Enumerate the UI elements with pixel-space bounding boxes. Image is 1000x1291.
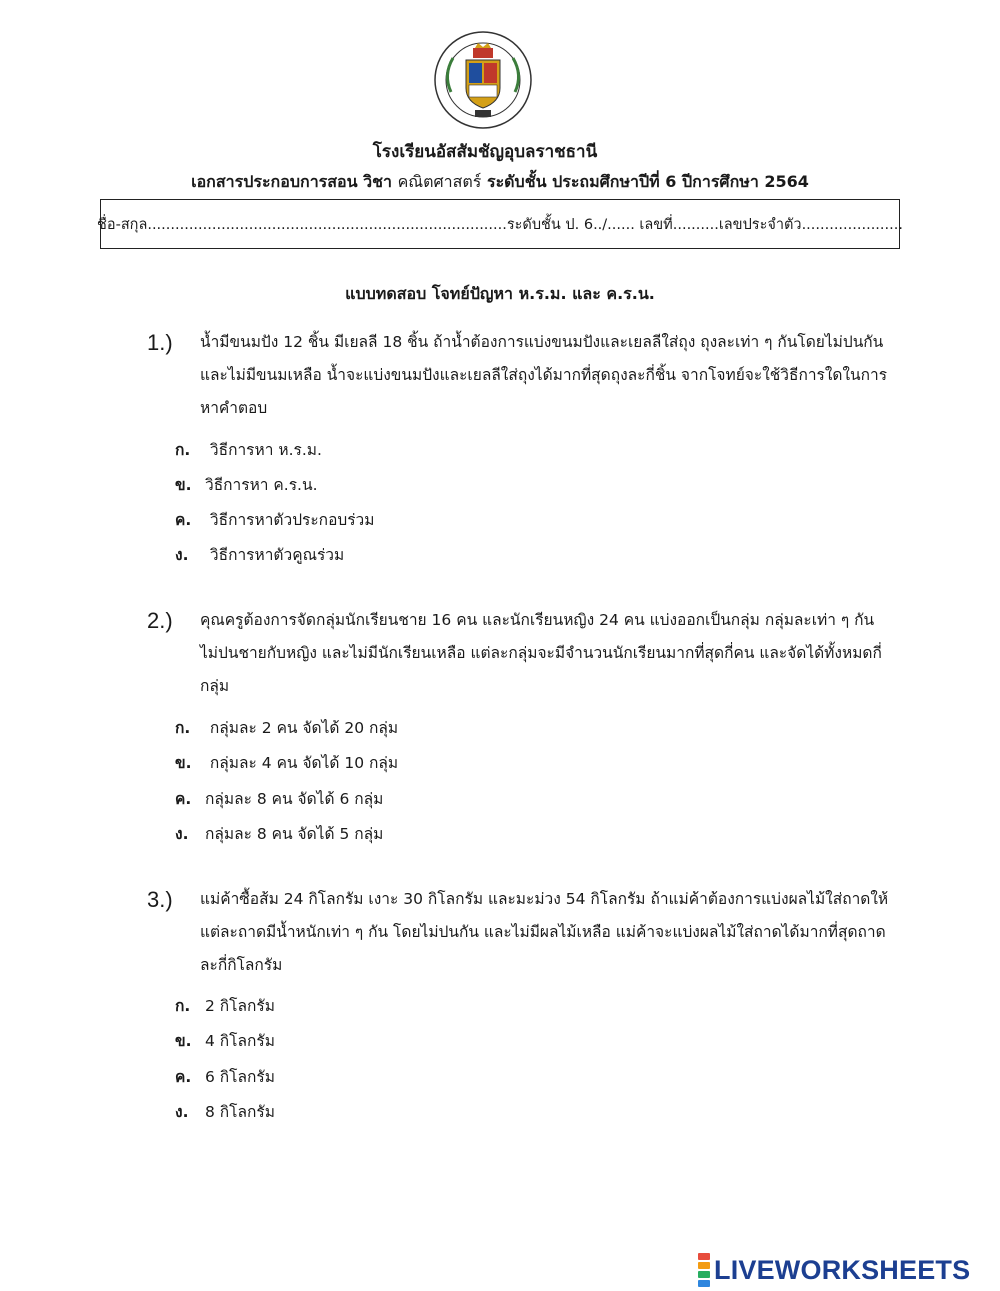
choice-text: 8 กิโลกรัม [205,1103,275,1121]
student-info-box [97,199,903,249]
choice-text: วิธีการหา ค.ร.น. [205,476,318,494]
question-text: น้ำมีขนมปัง 12 ชิ้น มีเยลลี 18 ชิ้น ถ้าน้ำต้องการแบ่งขนมปังและเยลลีใส่ถุง ถุงละเท่า ๆ กันโดยไม่ปนกันและไม่มีขนมเหลือ น้ำจะแบ่งขนมปังและเยลลีใส่ถุงได้มากที่สุดถุงละกี่ชิ้น จากโจทย์จะใช้วิธีการใดในการหาคำตอบ [200,333,888,417]
choice-letter: ข. [175,476,192,494]
choice-text: 4 กิโลกรัม [205,1032,275,1050]
choice-letter: ข. [175,754,192,772]
choice-text: กลุ่มละ 2 คน จัดได้ 20 กลุ่ม [205,719,399,737]
choice-letter: ค. [175,511,192,529]
choice-text: 6 กิโลกรัม [205,1068,275,1086]
mark-block [698,1271,710,1278]
choice-option[interactable] [175,993,275,1018]
school-name: โรงเรียนอัสสัมชัญอุบลราชธานี [372,142,598,162]
choice-option[interactable] [175,1028,275,1053]
choice-option[interactable] [175,472,318,497]
choice-text: วิธีการหาตัวคูณร่วม [205,546,345,564]
subtitle-grade-year: ระดับชั้น ประถมศึกษาปีที่ 6 ปีการศึกษา 2564 [486,172,809,191]
question-number: 2.) [147,608,173,633]
choice-text: กลุ่มละ 4 คน จัดได้ 10 กลุ่ม [205,754,399,772]
document-subtitle [0,170,1000,195]
choice-option[interactable] [175,507,374,532]
test-heading: แบบทดสอบ โจทย์ปัญหา ห.ร.ม. และ ค.ร.น. [345,284,655,303]
mark-block [698,1262,710,1269]
liveworksheets-logo [698,1253,970,1287]
mark-block [698,1253,710,1260]
subtitle-subject: คณิตศาสตร์ [397,172,482,191]
choice-option[interactable] [175,437,322,462]
choice-text: กลุ่มละ 8 คน จัดได้ 5 กลุ่ม [205,825,384,843]
school-crest-logo [433,30,533,130]
choice-option[interactable] [175,542,344,567]
liveworksheets-mark-icon [698,1253,710,1288]
choice-option[interactable] [175,786,383,811]
choice-text: 2 กิโลกรัม [205,997,275,1015]
choice-letter: ค. [175,1068,192,1086]
choice-option[interactable] [175,1064,275,1089]
choice-text: วิธีการหาตัวประกอบร่วม [205,511,375,529]
choice-letter: ก. [175,719,191,737]
choice-text: วิธีการหา ห.ร.ม. [205,441,322,459]
choice-letter: ง. [175,1103,189,1121]
question-text: แม่ค้าซื้อส้ม 24 กิโลกรัม เงาะ 30 กิโลกรัม และมะม่วง 54 กิโลกรัม ถ้าแม่ค้าต้องการแบ่งผลไม้ใส่ถาดให้แต่ละถาดมีน้ำหนักเท่า ๆ กัน โดยไม่ปนกัน และไม่มีผลไม้เหลือ แม่ค้าจะแบ่งผลไม้ใส่ถาดได้มากที่สุดถาดละกี่กิโลกรัม [200,890,889,974]
choice-letter: ง. [175,825,189,843]
liveworksheets-wordmark: LIVEWORKSHEETS [714,1254,971,1285]
choice-letter: ก. [175,997,191,1015]
question-text: คุณครูต้องการจัดกลุ่มนักเรียนชาย 16 คน และนักเรียนหญิง 24 คน แบ่งออกเป็นกลุ่ม กลุ่มละเท่า ๆ กัน ไม่ปนชายกับหญิง และไม่มีนักเรียนเหลือ แต่ละกลุ่มจะมีจำนวนนักเรียนมากที่สุดกี่คน และจัดได้ทั้งหมดกี่กลุ่ม [200,611,882,695]
question-number: 3.) [147,887,173,912]
mark-block [698,1280,710,1287]
student-info-line: ชื่อ-สกุล..............................................................................ระดับชั้น ป. 6../...... เลขที่..........เลขประจำตัว...................... [97,216,903,233]
choice-letter: ค. [175,790,192,808]
choice-option[interactable] [175,750,398,775]
choice-option[interactable] [175,715,398,740]
choice-letter: ง. [175,546,189,564]
choice-option[interactable] [175,1099,275,1124]
subtitle-course-label: เอกสารประกอบการสอน วิชา [191,172,392,191]
choice-letter: ข. [175,1032,192,1050]
choice-text: กลุ่มละ 8 คน จัดได้ 6 กลุ่ม [205,790,384,808]
choice-letter: ก. [175,441,191,459]
question-number: 1.) [147,330,173,355]
choice-option[interactable] [175,821,383,846]
